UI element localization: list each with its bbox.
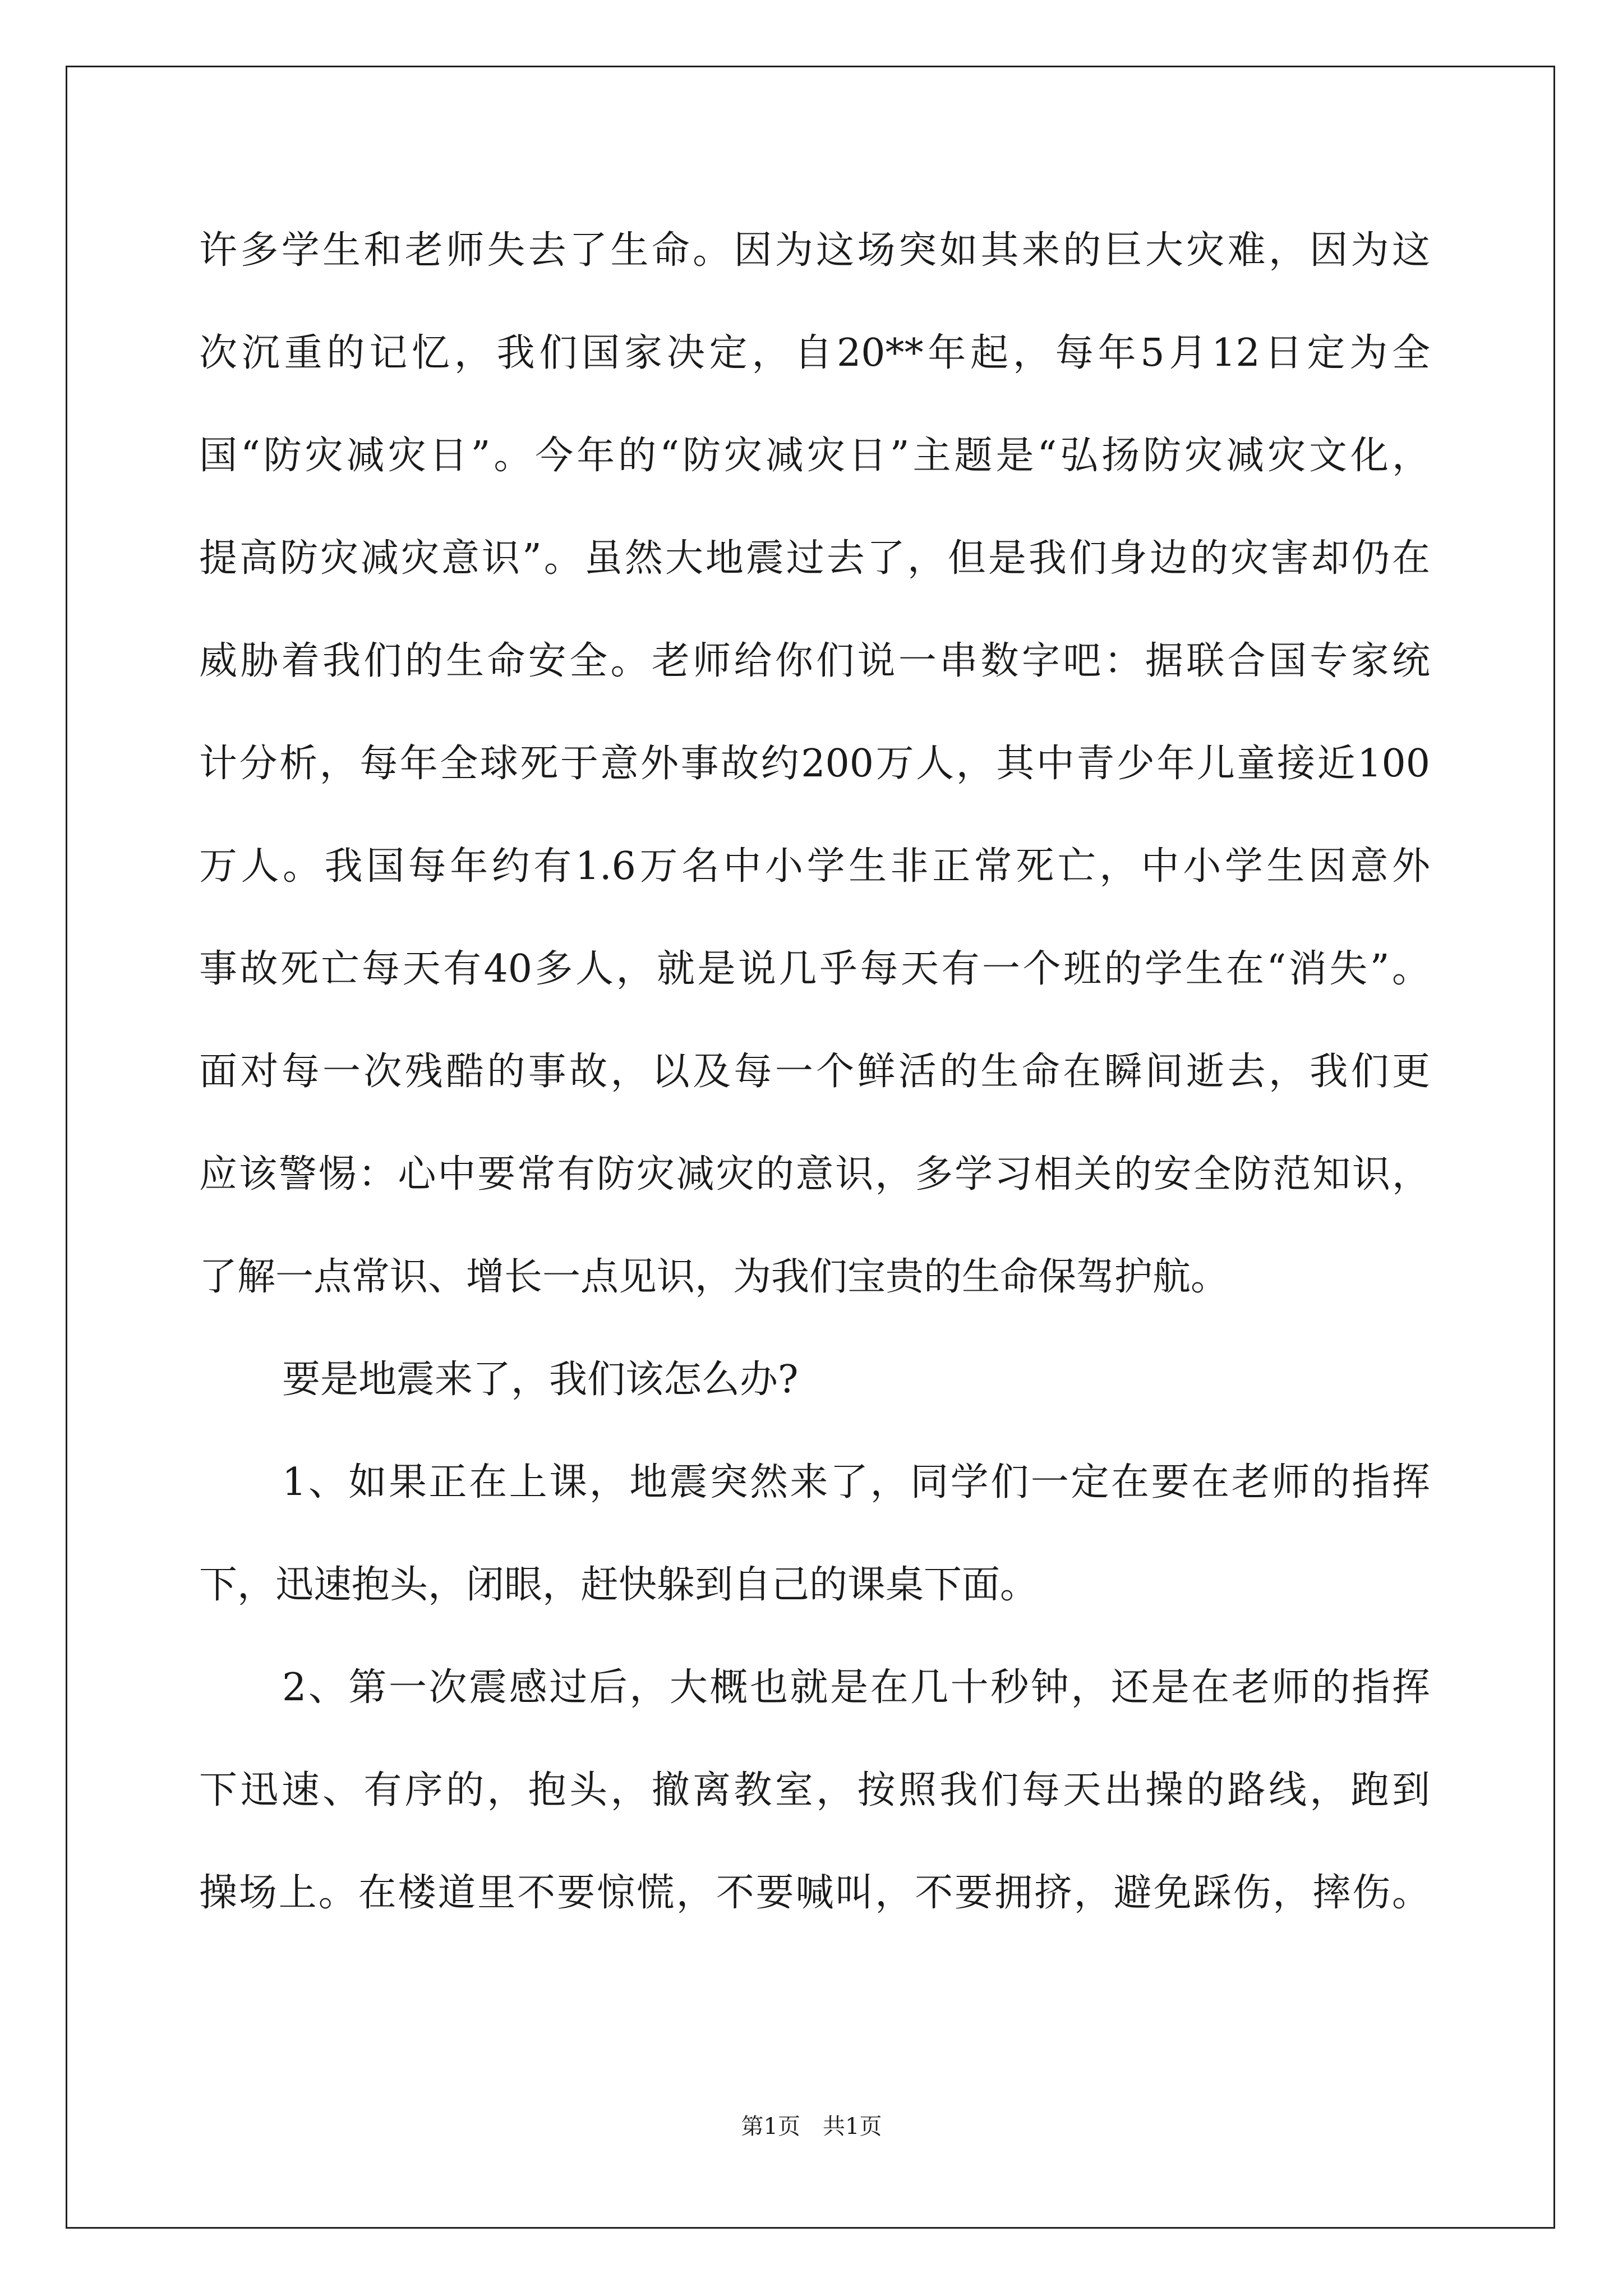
text-line: 操场上。在楼道里不要惊慌，不要喊叫，不要拥挤，避免踩伤，摔伤。 [199,1871,1430,1915]
text-line: 提高防灾减灾意识”。虽然大地震过去了，但是我们身边的灾害却仍在 [199,536,1430,581]
text-line: 次沉重的记忆，我们国家决定，自20**年起，每年5月12日定为全 [199,331,1430,375]
text-line: 应该警惕：心中要常有防灾减灾的意识，多学习相关的安全防范知识， [199,1152,1430,1197]
text-line: 万人。我国每年约有1.6万名中小学生非正常死亡，中小学生因意外 [199,844,1430,889]
text-line: 1、如果正在上课，地震突然来了，同学们一定在要在老师的指挥 [282,1460,1430,1504]
text-line: 面对每一次残酷的事故，以及每一个鲜活的生命在瞬间逝去，我们更 [199,1050,1430,1094]
text-line: 许多学生和老师失去了生命。因为这场突如其来的巨大灾难，因为这 [199,228,1430,273]
text-line: 国“防灾减灾日”。今年的“防灾减灾日”主题是“弘扬防灾减灾文化， [199,434,1430,478]
question-heading: 要是地震来了，我们该怎么办? [282,1358,799,1402]
page-number-footer: 第1页 共1页 [741,2114,882,2139]
document-body [199,199,1430,1944]
text-line: 2、第一次震感过后，大概也就是在几十秒钟，还是在老师的指挥 [282,1665,1430,1710]
text-line: 事故死亡每天有40多人，就是说几乎每天有一个班的学生在“消失”。 [199,947,1430,991]
text-line: 计分析，每年全球死于意外事故约200万人，其中青少年儿童接近100 [199,742,1430,786]
text-line: 下，迅速抱头，闭眼，赶快躲到自己的课桌下面。 [199,1563,1039,1607]
text-line: 了解一点常识、增长一点见识，为我们宝贵的生命保驾护航。 [199,1255,1229,1299]
text-line: 威胁着我们的生命安全。老师给你们说一串数字吧：据联合国专家统 [199,639,1430,683]
text-line: 下迅速、有序的，抱头，撤离教室，按照我们每天出操的路线，跑到 [199,1768,1430,1812]
